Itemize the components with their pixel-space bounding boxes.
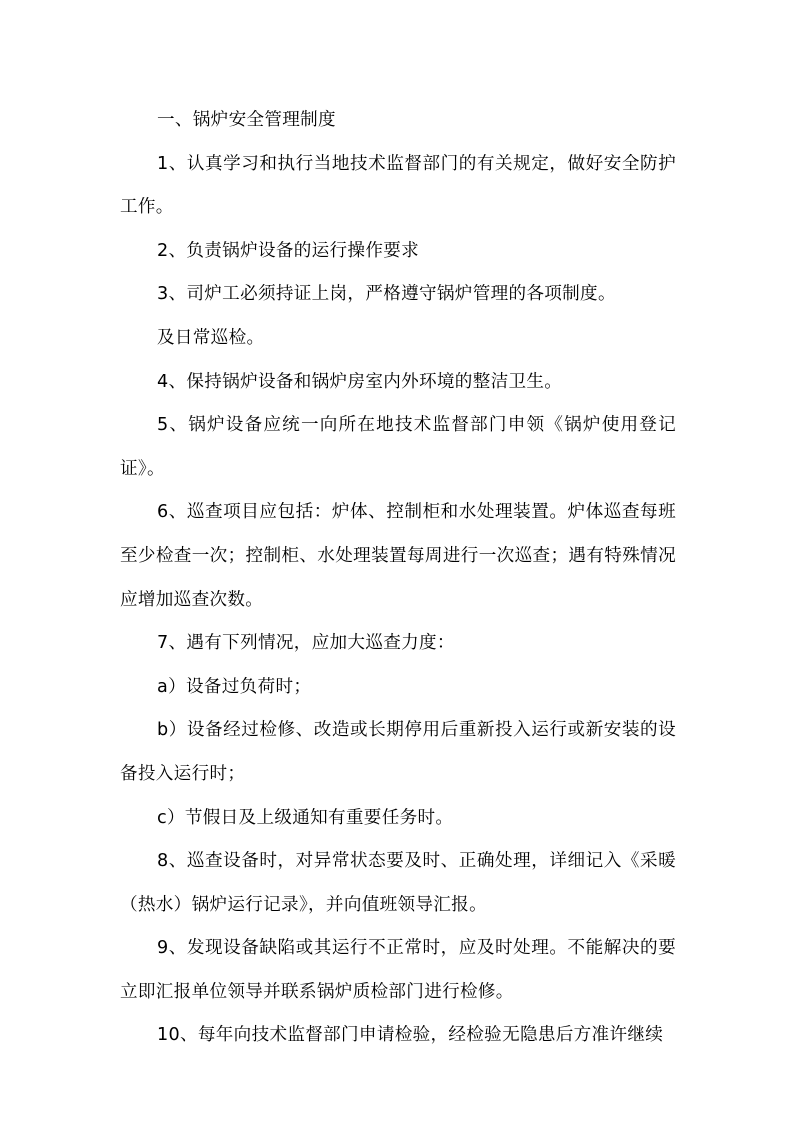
paragraph-4: 4、保持锅炉设备和锅炉房室内外环境的整洁卫生。 <box>157 371 563 392</box>
list-item-c: c）节假日及上级通知有重要任务时。 <box>157 807 454 828</box>
paragraph-3: 3、司炉工必须持证上岗，严格遵守锅炉管理的各项制度。 <box>157 284 616 305</box>
list-item-b: b）设备经过检修、改造或长期停用后重新投入运行或新安装的设备投入运行时； <box>120 720 676 784</box>
list-item-a: a）设备过负荷时； <box>157 676 312 697</box>
paragraph-3-continuation: 及日常巡检。 <box>157 327 265 348</box>
paragraph-10: 10、每年向技术监督部门申请检验，经检验无隐患后方准许继续 <box>157 1025 664 1046</box>
paragraph-7: 7、遇有下列情况，应加大巡查力度： <box>157 633 455 654</box>
paragraph-9: 9、发现设备缺陷或其运行不正常时，应及时处理。不能解决的要立即汇报单位领导并联系锅炉质检部门进行检修。 <box>120 938 676 1002</box>
section-heading: 一、锅炉安全管理制度 <box>157 110 336 130</box>
paragraph-2: 2、负责锅炉设备的运行操作要求 <box>157 240 420 261</box>
paragraph-1: 1、认真学习和执行当地技术监督部门的有关规定，做好安全防护工作。 <box>120 153 676 218</box>
paragraph-8: 8、巡查设备时，对异常状态要及时、正确处理，详细记入《采暖（热水）锅炉运行记录》，并向值班领导汇报。 <box>120 851 676 915</box>
document-body <box>120 99 676 1058</box>
paragraph-5: 5、锅炉设备应统一向所在地技术监督部门申领《锅炉使用登记证》。 <box>120 415 676 479</box>
paragraph-6: 6、巡查项目应包括：炉体、控制柜和水处理装置。炉体巡查每班至少检查一次；控制柜、水处理装置每周进行一次巡查；遇有特殊情况应增加巡查次数。 <box>120 502 676 610</box>
